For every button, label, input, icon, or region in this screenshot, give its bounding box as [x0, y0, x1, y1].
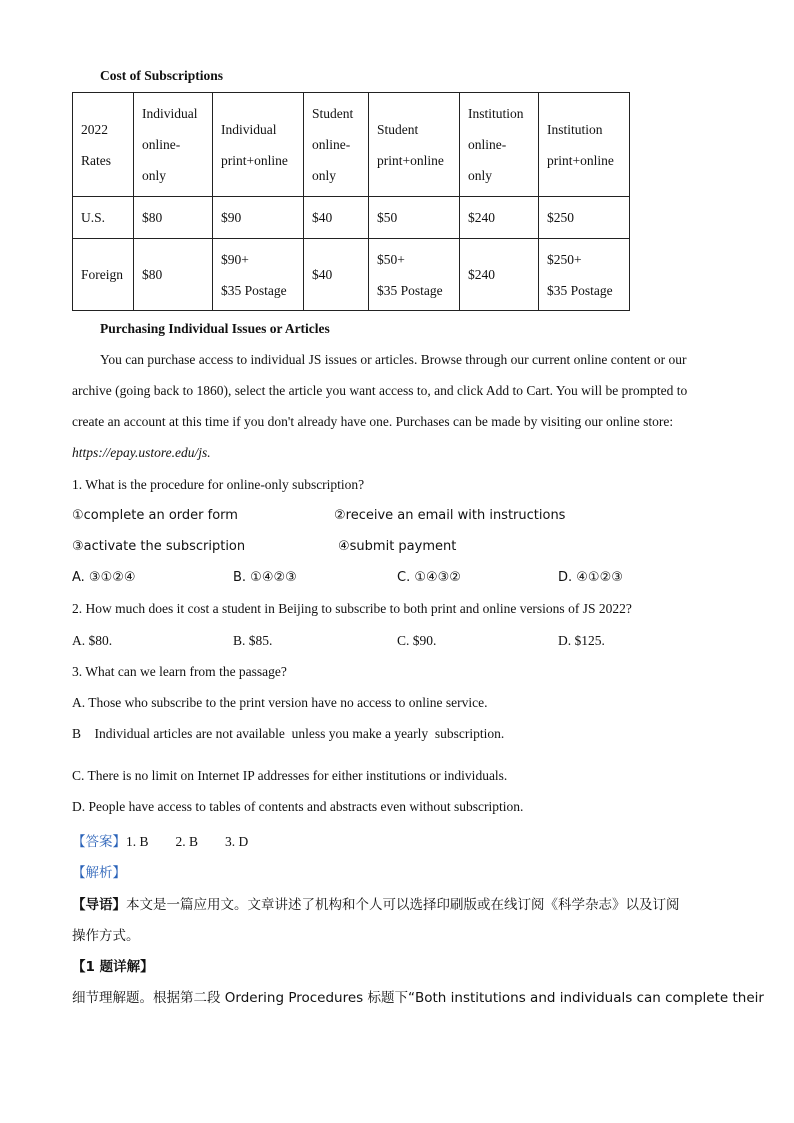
q3-option-a: A. Those who subscribe to the print version have no access to online service.	[72, 695, 488, 710]
detail-1-label: 【1 题详解】	[72, 959, 154, 975]
q1-option-d: D. ④①②③	[558, 570, 623, 585]
cell-text: $50	[377, 210, 398, 225]
table-cell	[213, 239, 304, 311]
q1-option-b: B. ①④②③	[233, 570, 297, 585]
table-cell	[369, 197, 460, 239]
question-3-stem: 3. What can we learn from the passage?	[72, 664, 287, 679]
cell-text: Foreign	[81, 267, 123, 282]
store-url: https://epay.ustore.edu/js.	[72, 445, 211, 460]
guide-line	[72, 893, 680, 913]
q1-step: ③activate the subscription	[72, 539, 246, 554]
table-header-row	[73, 93, 630, 197]
cell-text: $90	[221, 210, 242, 225]
table-cell	[73, 197, 134, 239]
table-cell	[73, 239, 134, 311]
header-student-print: Student print+online	[377, 121, 444, 168]
table-header-cell	[213, 93, 304, 197]
q2-option-d: D. $125.	[558, 633, 605, 648]
cell-text: $250	[547, 210, 574, 225]
cell-text: U.S.	[81, 210, 106, 225]
cell-text: $90+ $35 Postage	[221, 251, 287, 298]
q1-option-c: C. ①④③②	[397, 570, 461, 585]
q1-step: ②receive an email with instructions	[334, 508, 566, 523]
table-cell	[304, 197, 369, 239]
header-individual-print: Individual print+online	[221, 121, 288, 168]
table-header-cell	[460, 93, 539, 197]
table-cell	[460, 239, 539, 311]
table-cell	[460, 197, 539, 239]
cell-text: $240	[468, 210, 495, 225]
section-title-cost: Cost of Subscriptions	[100, 68, 224, 83]
q1-option-a: A. ③①②④	[72, 570, 136, 585]
table-cell	[134, 239, 213, 311]
header-student-online: Student online- only	[312, 106, 354, 183]
paragraph-line: You can purchase access to individual JS issues or articles. Browse through our current online content or our	[100, 352, 687, 367]
table-header-cell	[134, 93, 213, 197]
cell-text: $240	[468, 267, 495, 282]
table-cell	[539, 197, 630, 239]
cell-text: $80	[142, 267, 163, 282]
table-header-cell	[73, 93, 134, 197]
header-institution-online: Institution online- only	[468, 106, 524, 183]
cell-text: $50+ $35 Postage	[377, 251, 443, 298]
q2-option-c: C. $90.	[397, 633, 437, 648]
cell-text: $40	[312, 210, 333, 225]
header-rates: 2022 Rates	[81, 121, 111, 168]
cell-text: $250+ $35 Postage	[547, 251, 613, 298]
table-header-cell	[304, 93, 369, 197]
section-title-purchasing: Purchasing Individual Issues or Articles	[100, 321, 330, 336]
table-cell	[134, 197, 213, 239]
analysis-label: 【解析】	[72, 865, 126, 881]
header-institution-print: Institution print+online	[547, 121, 614, 168]
q3-option-d: D. People have access to tables of contents and abstracts even without subscription.	[72, 799, 524, 814]
table-cell	[213, 197, 304, 239]
q3-option-b: B Individual articles are not available unless you make a yearly subscription.	[72, 726, 505, 741]
table-row-foreign	[73, 239, 630, 311]
table-header-cell	[539, 93, 630, 197]
header-individual-online: Individual online- only	[142, 106, 198, 183]
guide-label: 【导语】	[72, 897, 126, 913]
question-1-stem: 1. What is the procedure for online-only subscription?	[72, 477, 365, 492]
answer-line	[72, 830, 248, 850]
subscription-rates-table	[72, 92, 630, 311]
q3-option-c: C. There is no limit on Internet IP addresses for either institutions or individuals.	[72, 768, 508, 783]
table-cell	[539, 239, 630, 311]
question-2-stem: 2. How much does it cost a student in Beijing to subscribe to both print and online versions of JS 2022?	[72, 601, 632, 616]
table-row-us	[73, 197, 630, 239]
paragraph-line: archive (going back to 1860), select the article you want access to, and click Add to Cart. You will be prompted to	[72, 383, 688, 398]
q2-option-b: B. $85.	[233, 633, 273, 648]
guide-line-2: 操作方式。	[72, 928, 140, 944]
detail-1-line: 细节理解题。根据第二段 Ordering Procedures 标题下“Both institutions and individuals can complete their	[72, 990, 764, 1006]
table-cell	[304, 239, 369, 311]
cell-text: $40	[312, 267, 333, 282]
guide-text: 本文是一篇应用文。文章讲述了机构和个人可以选择印刷版或在线订阅《科学杂志》以及订阅	[126, 897, 680, 913]
table-header-cell	[369, 93, 460, 197]
table-cell	[369, 239, 460, 311]
paragraph-line: create an account at this time if you don't already have one. Purchases can be made by visiting our online store:	[72, 414, 674, 429]
answer-label: 【答案】	[72, 834, 126, 850]
q2-option-a: A. $80.	[72, 633, 113, 648]
q1-step: ①complete an order form	[72, 508, 238, 523]
q1-step: ④submit payment	[338, 539, 457, 554]
cell-text: $80	[142, 210, 163, 225]
answer-text: 1. B 2. B 3. D	[126, 834, 249, 849]
